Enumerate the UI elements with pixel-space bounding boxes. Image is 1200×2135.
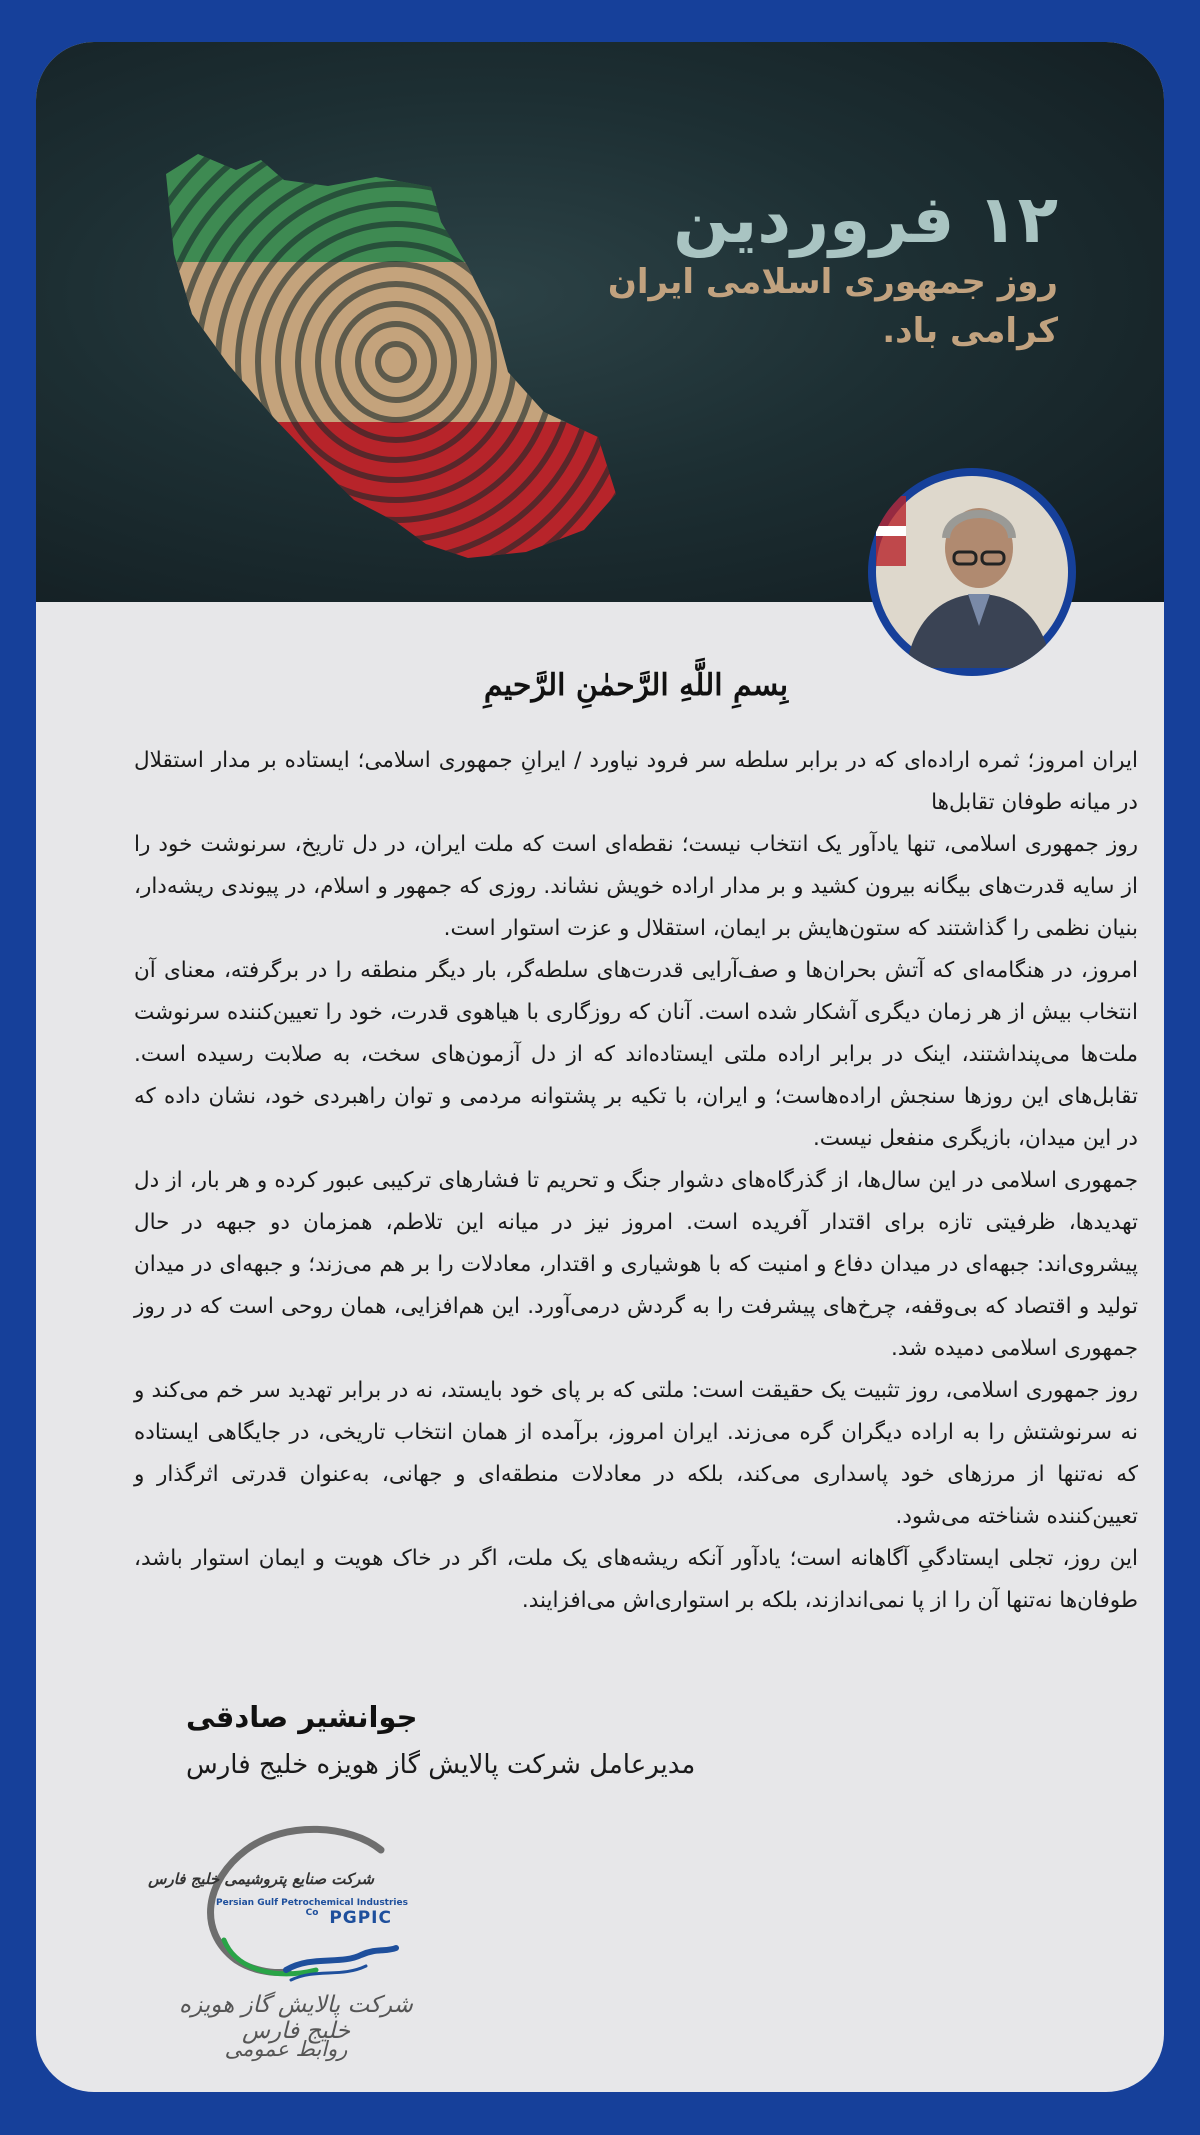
banner-subtitle-line2: کرامی باد. (882, 311, 1058, 352)
logo-abbreviation: PGPIC (329, 1908, 392, 1928)
logo-persian-name: شرکت صنایع پتروشیمی خلیج فارس (148, 1870, 374, 1888)
paragraph: روز جمهوری اسلامی، روز تثبیت یک حقیقت است: ملتی که بر پای خود بایستد، نه در برابر تهدید سر خم می‌کند و نه سرنوشتش را به اراده دیگران گره می‌زند. ایران امروز، برآمده از همان انتخاب تاریخی، در جایگاهی ایستاده که نه‌تنها از مرزهای خود پاسداری می‌کند، بلکه در معادلات منطقه‌ای و جهانی، به‌عنوان قدرتی اثرگذار و تعیین‌کننده شناخته می‌شود. (134, 1378, 1138, 1529)
banner-subtitle-line1: روز جمهوری اسلامی ایران (607, 261, 1058, 302)
headline (498, 182, 1058, 356)
poster-card (36, 42, 1164, 2092)
stamp-company-name: شرکت پالایش گاز هویزه خلیج فارس (179, 1992, 413, 2044)
signer-name: جوانشیر صادقی (186, 1700, 418, 1734)
avatar (868, 468, 1076, 676)
paragraph: این روز، تجلی ایستادگیِ آگاهانه است؛ یادآور آنکه ریشه‌های یک ملت، اگر در خاک هویت و ایمان استوار باشد، طوفان‌ها نه‌تنها آن را از پا نمی‌اندازند، بلکه بر استواری‌اش می‌افزایند. (134, 1546, 1138, 1613)
signer-title: مدیرعامل شرکت پالایش گاز هویزه خلیج فارس (186, 1750, 696, 1780)
paragraph: امروز، در هنگامه‌ای که آتش بحران‌ها و صف‌آرایی قدرت‌های سلطه‌گر، بار دیگر منطقه را در برگرفته، معنای آن انتخاب بیش از هر زمان دیگری آشکار شده است. آنان که روزگاری با هیاهوی قدرت، خود را تعیین‌کننده سرنوشت ملت‌ها می‌پنداشتند، اینک در برابر اراده ملتی ایستاده‌اند که از دل آزمون‌های سخت، به صلابت رسیده است. تقابل‌های این روزها سنجش اراده‌هاست؛ و ایران، با تکیه بر پشتوانه مردمی و توان راهبردی خود، نشان داده که در این میدان، بازیگری منفعل نیست. (134, 958, 1138, 1151)
paragraph: روز جمهوری اسلامی، تنها یادآور یک انتخاب نیست؛ نقطه‌ای است که ملت ایران، در دل تاریخ، سرنوشت خود را از سایه قدرت‌های بیگانه بیرون کشید و بر مدار اراده خویش نشاند. روزی که جمهور و اسلام، در پیوندی ریشه‌دار، بنیان نظمی را گذاشتند که ستون‌هایش بر ایمان، استقلال و عزت استوار است. (134, 832, 1138, 941)
stamp-department: روابط عمومی (224, 2037, 348, 2061)
banner-date: ۱۲ فروردین (673, 181, 1058, 258)
logo-english-name: Persian Gulf Petrochemical Industries Co (216, 1898, 408, 1918)
paragraph: جمهوری اسلامی در این سال‌ها، از گذرگاه‌های دشوار جنگ و تحریم تا فشارهای ترکیبی عبور کرده و هر بار، از دل تهدیدها، ظرفیتی تازه برای اقتدار آفریده است. امروز نیز در میانه این تلاطم، همزمان دو جبهه در حال پیشروی‌اند: جبهه‌ای در میدان دفاع و امنیت که با هوشیاری و اقتدار، معادلات را بر هم می‌زند؛ و جبهه‌ای در میدان تولید و اقتصاد که بی‌وقفه، چرخ‌های پیشرفت را به گردش درمی‌آورد. این هم‌افزایی، همان روحی است که در روز جمهوری اسلامی دمیده شد. (134, 1168, 1138, 1361)
paragraph: ایران امروز؛ ثمره اراده‌ای که در برابر سلطه سر فرود نیاورد / ایرانِ جمهوری اسلامی؛ ایستاده بر مدار استقلال در میانه طوفان تقابل‌ها (134, 748, 1138, 815)
bismillah: بِسمِ اللَّهِ الرَّحمٰنِ الرَّحيمِ (483, 668, 789, 703)
article-body (134, 740, 1138, 1622)
person-portrait-icon (876, 476, 1068, 668)
